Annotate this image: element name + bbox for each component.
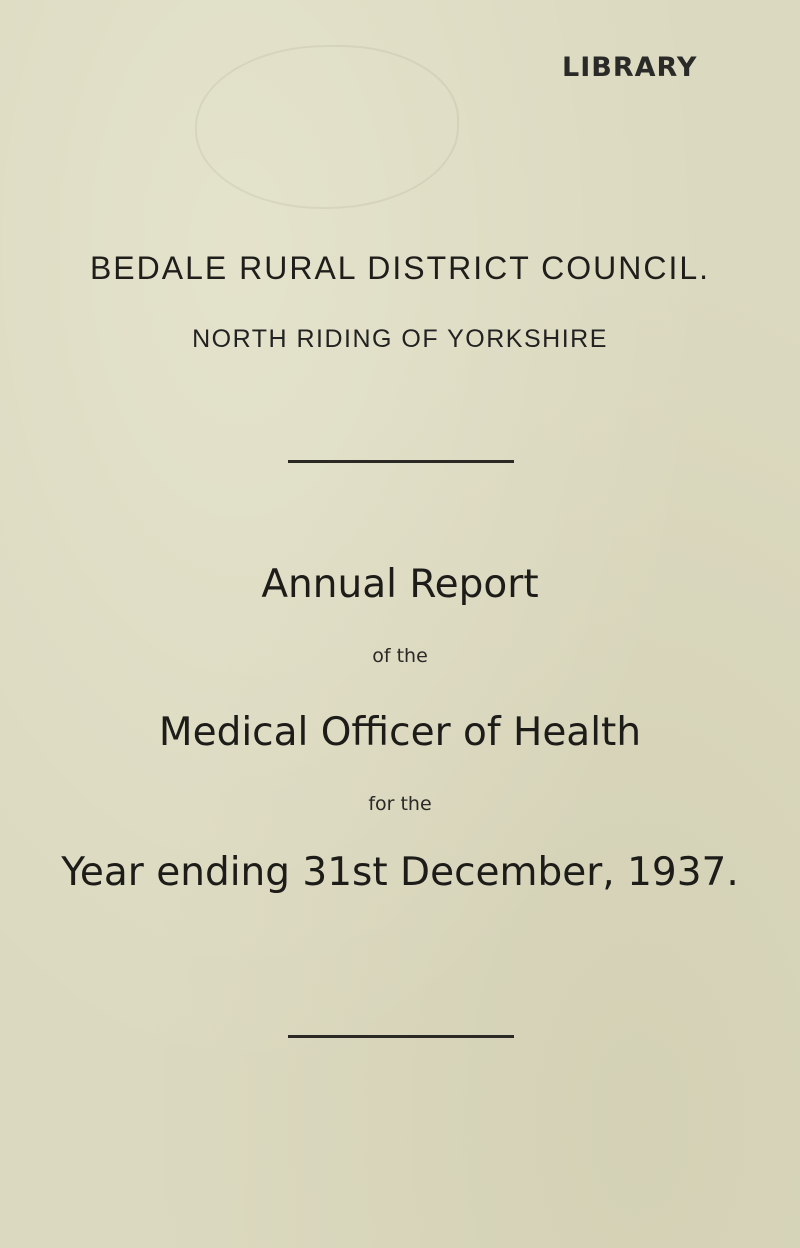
riding-name: NORTH RIDING OF YORKSHIRE [192, 325, 608, 353]
report-title: Annual Report [261, 562, 539, 607]
faded-stamp-mark [195, 45, 459, 209]
bottom-divider-rule [288, 1035, 514, 1038]
library-stamp-text: LIBRARY [562, 52, 698, 83]
of-the-text: of the [372, 645, 428, 667]
medical-officer-title: Medical Officer of Health [158, 710, 642, 755]
council-name: BEDALE RURAL DISTRICT COUNCIL. [89, 250, 711, 286]
top-divider-rule [288, 460, 514, 463]
for-the-text: for the [368, 793, 432, 815]
year-ending-line: Year ending 31st December, 1937. [61, 850, 739, 895]
